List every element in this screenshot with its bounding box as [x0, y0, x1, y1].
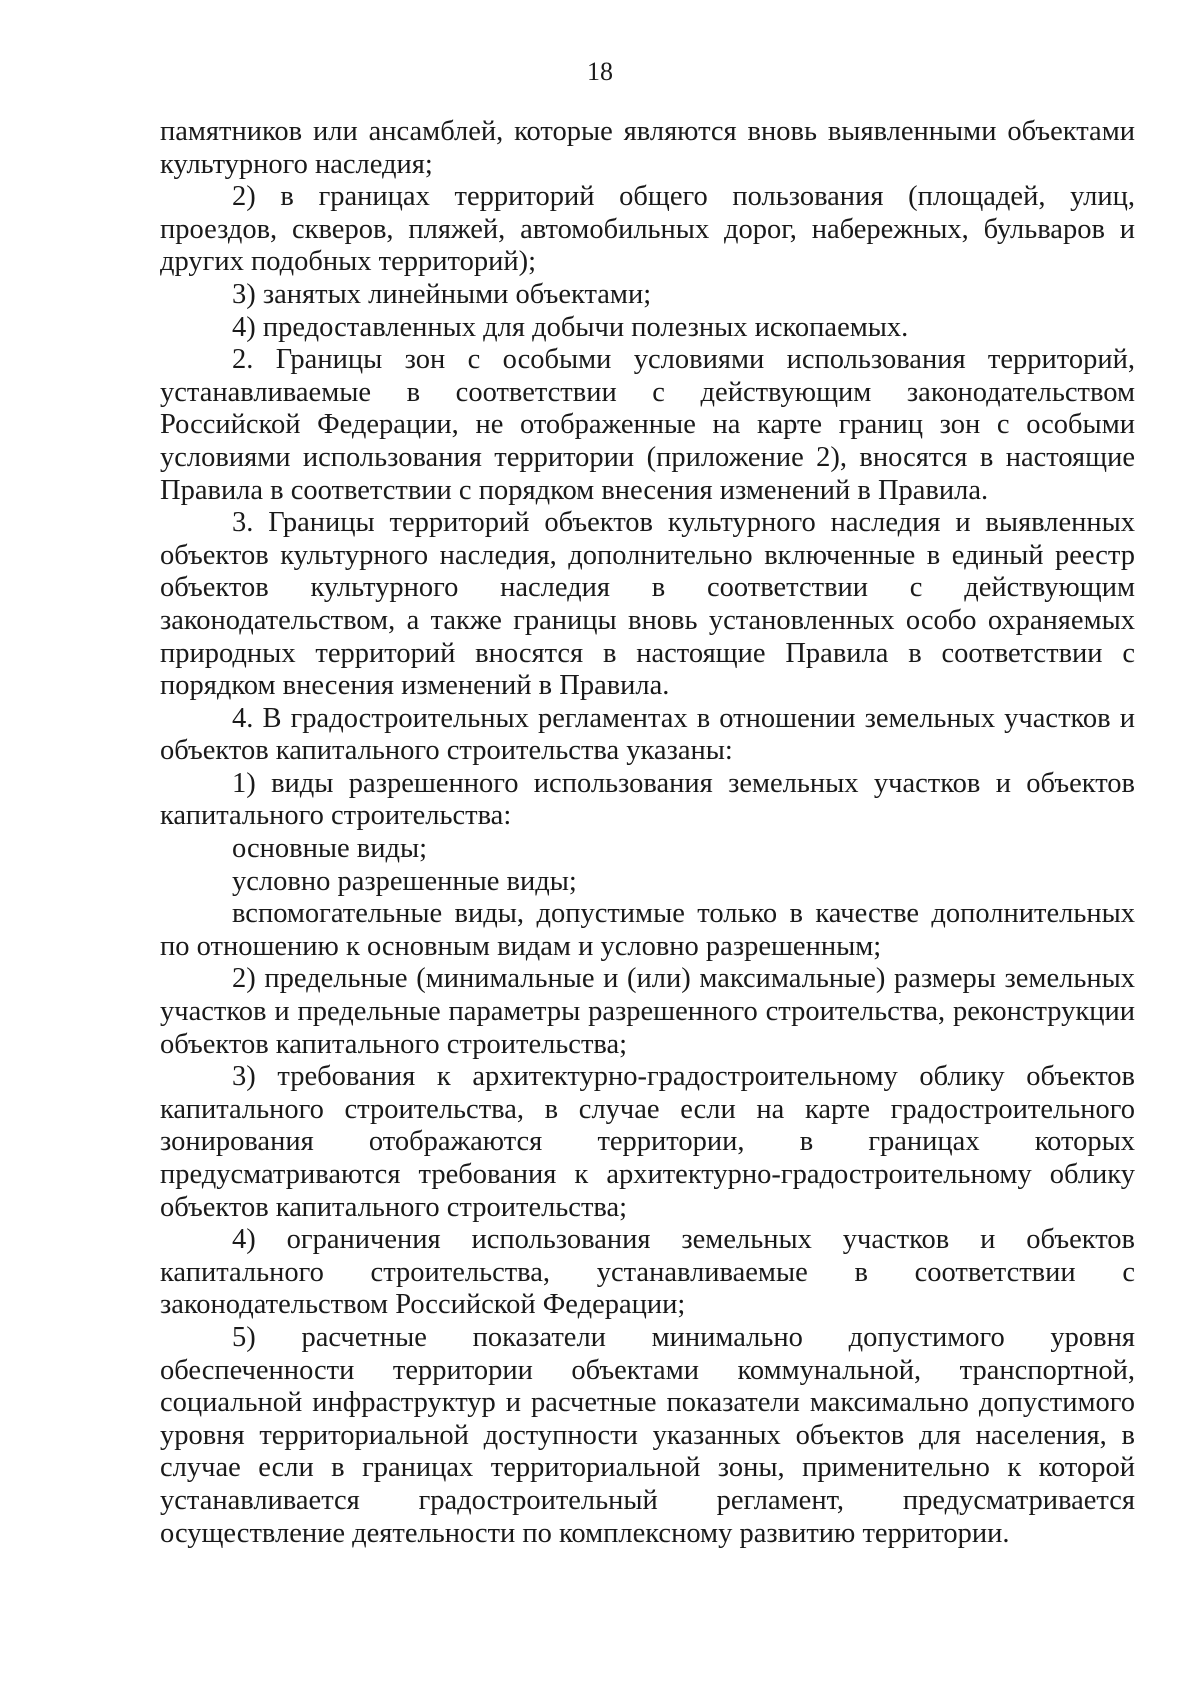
paragraph: 3) требования к архитектурно-градостроительному облику объектов капитального строительства, в случае если на карте градостроительного зонирования отображаются территории, в границах которых предусматриваются требования к архитектурно-градостроительному облику объектов капитального строительства; [160, 1061, 1135, 1223]
paragraph: 2) предельные (минимальные и (или) максимальные) размеры земельных участков и предельные параметры разрешенного строительства, реконструкции объектов капитального строительства; [160, 963, 1135, 1060]
paragraph: 2) в границах территорий общего пользования (площадей, улиц, проездов, скверов, пляжей, автомобильных дорог, набережных, бульваров и других подобных территорий); [160, 181, 1135, 278]
paragraph: условно разрешенные виды; [232, 865, 577, 897]
paragraph: вспомогательные виды, допустимые только в качестве дополнительных по отношению к основным видам и условно разрешенным; [160, 898, 1135, 962]
paragraph: 2. Границы зон с особыми условиями использования территорий, устанавливаемые в соответствии с действующим законодательством Российской Федерации, не отображенные на карте границ зон с особыми условиями использования территории (приложение 2), вносятся в настоящие Правила в соответствии с порядком внесения изменений в Правила. [160, 344, 1135, 506]
paragraph: 3. Границы территорий объектов культурного наследия и выявленных объектов культурного наследия, дополнительно включенные в единый реестр объектов культурного наследия в соответствии с действующим законодательством, а также границы вновь установленных особо охраняемых природных территорий вносятся в настоящие Правила в соответствии с порядком внесения изменений в Правила. [160, 507, 1135, 702]
document-body [160, 116, 1135, 1550]
paragraph: 4) предоставленных для добычи полезных ископаемых. [232, 311, 909, 343]
paragraph: 4) ограничения использования земельных участков и объектов капитального строительства, устанавливаемые в соответствии с законодательством Российской Федерации; [160, 1224, 1135, 1321]
paragraph: 1) виды разрешенного использования земельных участков и объектов капитального строительства: [160, 767, 1135, 832]
paragraph: основные виды; [232, 833, 428, 865]
paragraph: 5) расчетные показатели минимально допустимого уровня обеспеченности территории объектами коммунальной, транспортной, социальной инфраструктур и расчетные показатели максимально допустимого уровня территориальной доступности указанных объектов для населения, в случае если в границах территориальной зоны, применительно к которой устанавливается градостроительный регламент, предусматривается осуществление деятельности по комплексному развитию территории. [160, 1321, 1135, 1549]
paragraph: 4. В градостроительных регламентах в отношении земельных участков и объектов капитального строительства указаны: [160, 702, 1135, 767]
page-number: 18 [587, 57, 613, 86]
paragraph: памятников или ансамблей, которые являются вновь выявленными объектами культурного наследия; [160, 116, 1135, 180]
paragraph: 3) занятых линейными объектами; [232, 278, 652, 310]
